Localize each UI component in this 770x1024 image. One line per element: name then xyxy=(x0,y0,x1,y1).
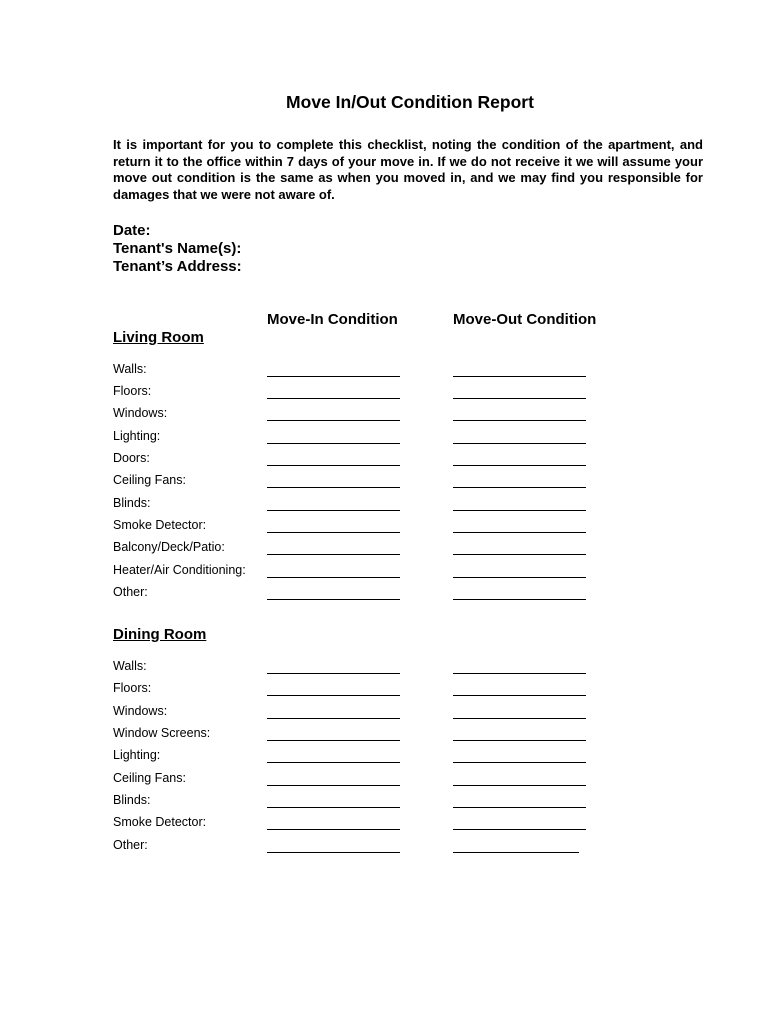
tenant-fields xyxy=(113,222,242,276)
move-in-blank[interactable] xyxy=(267,487,400,488)
move-out-blank[interactable] xyxy=(453,554,586,555)
move-in-blank[interactable] xyxy=(267,762,400,763)
item-label: Doors: xyxy=(113,451,150,465)
item-label: Floors: xyxy=(113,681,152,695)
living-room-row xyxy=(0,451,770,473)
move-out-blank[interactable] xyxy=(453,599,586,600)
tenant-address-field-label: Tenant’s Address: xyxy=(113,258,242,275)
dining-room-row xyxy=(0,659,770,681)
move-in-blank[interactable] xyxy=(267,577,400,578)
move-in-blank[interactable] xyxy=(267,718,400,719)
move-in-blank[interactable] xyxy=(267,807,400,808)
living-room-row xyxy=(0,518,770,540)
move-in-blank[interactable] xyxy=(267,532,400,533)
move-out-column-header: Move-Out Condition xyxy=(453,311,597,328)
living-room-row xyxy=(0,540,770,562)
item-label: Smoke Detector: xyxy=(113,518,207,532)
dining-room-row xyxy=(0,681,770,703)
move-in-blank[interactable] xyxy=(267,376,400,377)
dining-room-row xyxy=(0,748,770,770)
move-in-blank[interactable] xyxy=(267,673,400,674)
living-room-row xyxy=(0,585,770,607)
move-in-blank[interactable] xyxy=(267,510,400,511)
move-in-column-header: Move-In Condition xyxy=(267,311,398,328)
move-out-blank[interactable] xyxy=(453,852,579,853)
move-out-blank[interactable] xyxy=(453,465,586,466)
move-in-blank[interactable] xyxy=(267,785,400,786)
move-out-blank[interactable] xyxy=(453,443,586,444)
move-in-blank[interactable] xyxy=(267,443,400,444)
move-out-blank[interactable] xyxy=(453,829,586,830)
item-label: Balcony/Deck/Patio: xyxy=(113,540,225,554)
dining-room-row xyxy=(0,726,770,748)
move-out-blank[interactable] xyxy=(453,398,586,399)
page-title: Move In/Out Condition Report xyxy=(286,92,534,112)
move-in-blank[interactable] xyxy=(267,695,400,696)
move-in-blank[interactable] xyxy=(267,852,400,853)
living-room-section-title: Living Room xyxy=(113,329,204,346)
move-in-blank[interactable] xyxy=(267,599,400,600)
move-in-blank[interactable] xyxy=(267,465,400,466)
intro-paragraph: It is important for you to complete this checklist, noting the condition of the apartment, and return it to the office within 7 days of your move in. If we do not receive it we will assume your move out condition is the same as when you moved in, and we may find you responsible for damages that we were not aware of. xyxy=(113,137,703,202)
item-label: Walls: xyxy=(113,659,147,673)
move-in-blank[interactable] xyxy=(267,554,400,555)
move-out-blank[interactable] xyxy=(453,785,586,786)
item-label: Blinds: xyxy=(113,496,151,510)
move-out-blank[interactable] xyxy=(453,807,586,808)
move-out-blank[interactable] xyxy=(453,376,586,377)
living-room-row xyxy=(0,473,770,495)
living-room-row xyxy=(0,563,770,585)
move-out-blank[interactable] xyxy=(453,510,586,511)
move-in-blank[interactable] xyxy=(267,740,400,741)
item-label: Other: xyxy=(113,838,148,852)
item-label: Windows: xyxy=(113,704,168,718)
item-label: Other: xyxy=(113,585,148,599)
item-label: Heater/Air Conditioning: xyxy=(113,563,246,577)
move-in-blank[interactable] xyxy=(267,420,400,421)
item-label: Lighting: xyxy=(113,429,161,443)
move-in-blank[interactable] xyxy=(267,398,400,399)
move-out-blank[interactable] xyxy=(453,420,586,421)
item-label: Lighting: xyxy=(113,748,161,762)
living-room-row xyxy=(0,429,770,451)
move-out-blank[interactable] xyxy=(453,487,586,488)
move-out-blank[interactable] xyxy=(453,577,586,578)
item-label: Smoke Detector: xyxy=(113,815,207,829)
item-label: Windows: xyxy=(113,406,168,420)
move-out-blank[interactable] xyxy=(453,740,586,741)
dining-room-row xyxy=(0,838,770,860)
move-in-blank[interactable] xyxy=(267,829,400,830)
living-room-row xyxy=(0,406,770,428)
dining-room-row xyxy=(0,771,770,793)
move-out-blank[interactable] xyxy=(453,673,586,674)
tenant-names-field-label: Tenant's Name(s): xyxy=(113,240,242,257)
item-label: Ceiling Fans: xyxy=(113,771,186,785)
item-label: Floors: xyxy=(113,384,152,398)
dining-room-section-title: Dining Room xyxy=(113,626,207,643)
living-room-row xyxy=(0,496,770,518)
dining-room-row xyxy=(0,704,770,726)
move-out-blank[interactable] xyxy=(453,532,586,533)
dining-room-row xyxy=(0,815,770,837)
item-label: Walls: xyxy=(113,362,147,376)
item-label: Window Screens: xyxy=(113,726,211,740)
item-label: Ceiling Fans: xyxy=(113,473,186,487)
dining-room-row xyxy=(0,793,770,815)
move-out-blank[interactable] xyxy=(453,718,586,719)
move-out-blank[interactable] xyxy=(453,695,586,696)
item-label: Blinds: xyxy=(113,793,151,807)
date-field-label: Date: xyxy=(113,222,151,239)
living-room-row xyxy=(0,384,770,406)
move-out-blank[interactable] xyxy=(453,762,586,763)
living-room-row xyxy=(0,362,770,384)
